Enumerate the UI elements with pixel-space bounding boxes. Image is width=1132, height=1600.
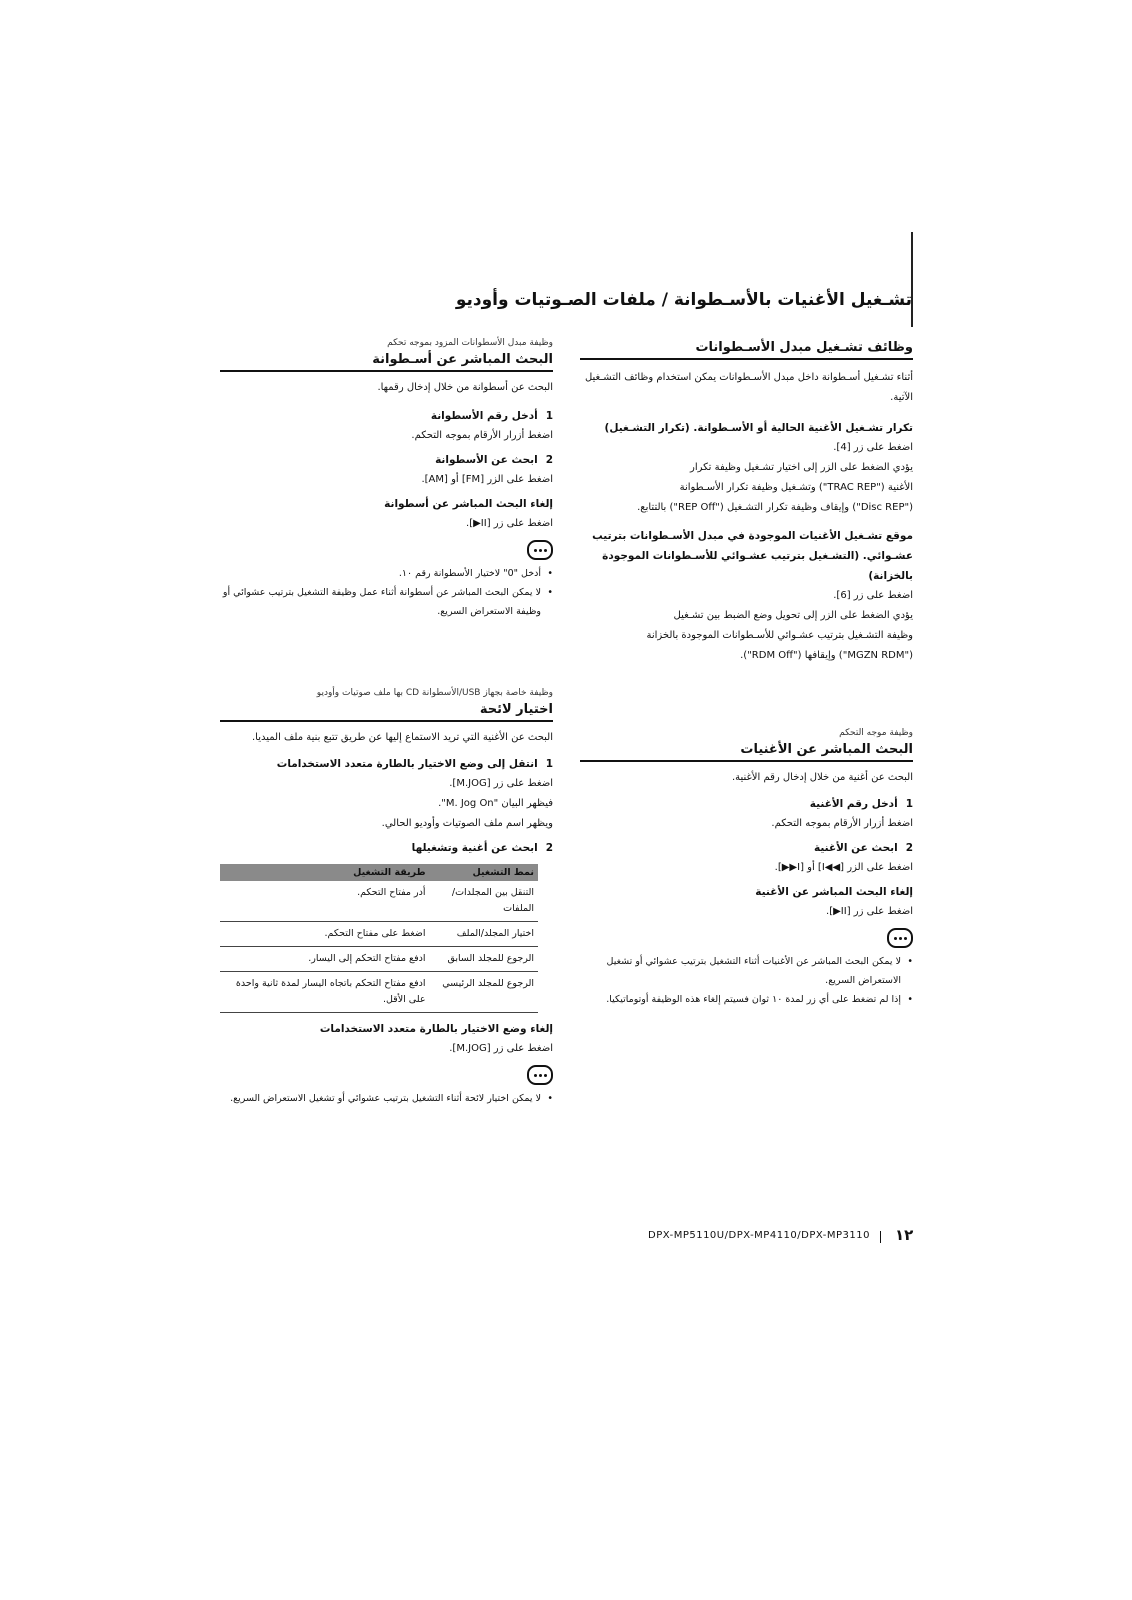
disc-step1-line: اضغط أزرار الأرقام بموجه التحكم. — [411, 430, 553, 441]
track-cancel-line: اضغط على زر [II▶]. — [826, 906, 913, 917]
track-note-1: • لا يمكن البحث المباشر عن الأغنيات أثناء التشغيل بترتيب عشوائي أو تشغيل الاستعراض السريع. — [580, 952, 913, 990]
list-cancel-line: اضغط على زر [M.JOG]. — [449, 1043, 553, 1054]
repeat-title: تكرار تشـغيل الأغنية الحالية أو الأسـطوانة. (تكرار التشـغيل) — [604, 422, 913, 434]
list-step1-line-3: ويظهر اسم ملف الصوتيات وأوديو الحالي. — [381, 818, 553, 829]
note-icon — [887, 928, 913, 948]
note-icon — [527, 1065, 553, 1085]
list-step1-line-2: فيظهر البيان "M. Jog On". — [438, 798, 553, 809]
random-line-3: وظيفة التشـغيل بترتيب عشـوائي للأسـطوانات الموجودة بالخزانة — [646, 630, 913, 641]
track-step1-line: اضغط أزرار الأرقام بموجه التحكم. — [771, 818, 913, 829]
track-step2-title: ابحث عن الأغنية — [814, 842, 898, 854]
changer-functions-section — [580, 336, 913, 666]
operations-table — [220, 864, 538, 1013]
track-note-2: • إذا لم تضغط على أي زر لمدة ١٠ ثوان فسيتم إلغاء هذه الوظيفة أوتوماتيكيا. — [580, 990, 913, 1009]
list-step2-title: ابحث عن أغنية وتشغيلها — [411, 842, 538, 854]
footer-divider — [880, 1231, 881, 1243]
disc-step1-title: أدخل رقم الأسطوانة — [430, 410, 538, 422]
list-step1-title: انتقل إلى وضع الاختيار بالطارة متعدد الاستخدامات — [276, 758, 538, 770]
random-title: موقع تشـغيل الأغنيات الموجودة في مبدل الأسـطوانات بترتيب عشـوائي. (التشـغيل بترتيب عشـوائي للأسـطوانات الموجودة بالخزانة) — [592, 530, 913, 582]
page-title: تشـغيل الأغنيات بالأسـطوانة / ملفات الصـوتيات وأوديو — [455, 290, 912, 310]
repeat-line-3: الأغنية ("TRAC REP") وتشـغيل وظيفة تكرار الأسـطوانة — [679, 482, 913, 493]
list-cancel-title: إلغاء وضع الاختيار بالطارة متعدد الاستخدامات — [319, 1023, 553, 1035]
list-select-heading: اختيار لائحة — [220, 702, 553, 722]
track-search-heading: البحث المباشر عن الأغنيات — [580, 742, 913, 762]
page-number: ١٢ — [895, 1226, 914, 1244]
disc-cancel-title: إلغاء البحث المباشر عن أسطوانة — [384, 498, 553, 510]
title-vertical-rule — [911, 232, 913, 327]
table-row: الرجوع للمجلد الرئيسي ادفع مفتاح التحكم باتجاه اليسار لمدة ثانية واحدة على الأقل. — [220, 972, 538, 1013]
table-row: الرجوع للمجلد السابق ادفع مفتاح التحكم إلى اليسار. — [220, 947, 538, 972]
disc-cancel-line: اضغط على زر [II▶]. — [466, 518, 553, 529]
direct-track-search-section: وظيفة موجه التحكم البحث المباشر عن الأغنيات البحث عن أغنية من خلال إدخال رقم الأغنية. 1أدخل رقم الأغنية اضغط أزرار الأرقام بموجه التحكم. 2ابحث عن الأغنية اضغط على الزر [◀◀I] أو [I▶▶]. إلغاء البحث المباشر عن الأغنية اضغط على زر [II▶]. • لا يمكن البحث المباشر عن الأغنيات أثناء التشغيل بترتيب عشوائي أو تشغيل الاستعراض السريع. • إذا لم تضغط على أي زر لمدة ١٠ ثوان فسيتم إلغاء هذه الوظيفة أوتوماتيكيا. — [580, 728, 913, 1009]
disc-search-intro: البحث عن أسطوانة من خلال إدخال رقمها. — [377, 382, 553, 393]
repeat-line-2: يؤدي الضغط على الزر إلى اختيار تشـغيل وظيفة تكرار — [690, 462, 913, 473]
disc-note-1: • أدخل "0" لاختيار الأسطوانة رقم ١٠. — [220, 564, 553, 583]
repeat-line-1: اضغط على زر [4]. — [833, 442, 913, 453]
table-row: اختيار المجلد/الملف اضغط على مفتاح التحكم. — [220, 922, 538, 947]
list-select-intro: البحث عن الأغنية التي تريد الاستماع إليها عن طريق تتبع بنية ملف الميديا. — [251, 732, 553, 743]
changer-functions-heading: وظائف تشـغيل مبدل الأسـطوانات — [580, 340, 913, 360]
direct-disc-search-section: وظيفة مبدل الأسطوانات المزود بموجه تحكم البحث المباشر عن أسـطوانة البحث عن أسطوانة من خلال إدخال رقمها. 1أدخل رقم الأسطوانة اضغط أزرار الأرقام بموجه التحكم. 2ابحث عن الأسطوانة اضغط على الزر [FM] أو [AM]. إلغاء البحث المباشر عن أسطوانة اضغط على زر [II▶]. • أدخل "0" لاختيار الأسطوانة رقم ١٠. • لا يمكن البحث المباشر عن أسطوانة أثناء عمل وظيفة التشغيل بترتيب عشوائي أو وظيفة الاستعراض السريع. — [220, 338, 553, 621]
table-row: التنقل بين المجلدات/الملفات أدر مفتاح التحكم. — [220, 881, 538, 922]
random-line-2: يؤدي الضغط على الزر إلى تحويل وضع الضبط بين تشـغيل — [673, 610, 913, 621]
random-line-4: ("MGZN RDM") وإيقافها ("RDM Off"). — [740, 650, 913, 661]
track-step2-line: اضغط على الزر [◀◀I] أو [I▶▶]. — [774, 862, 913, 873]
table-header-mode: نمط التشغيل — [430, 864, 538, 881]
list-select-eyebrow: وظيفة خاصة بجهاز USB/الأسطوانة CD بها ملف صوتيات وأوديو — [316, 688, 553, 698]
disc-step2-title: ابحث عن الأسطوانة — [435, 454, 538, 466]
list-step1-line-1: اضغط على زر [M.JOG]. — [449, 778, 553, 789]
track-search-intro: البحث عن أغنية من خلال إدخال رقم الأغنية. — [731, 772, 913, 783]
repeat-line-4: ("Disc REP") وإيقاف وظيفة تكرار التشـغيل ("REP Off") بالتتابع. — [637, 502, 913, 513]
random-line-1: اضغط على زر [6]. — [833, 590, 913, 601]
model-number: DPX-MP5110U/DPX-MP4110/DPX-MP3110 — [648, 1230, 870, 1241]
track-search-eyebrow: وظيفة موجه التحكم — [839, 728, 913, 738]
table-header-method: طريقة التشغيل — [220, 864, 430, 881]
track-step1-title: أدخل رقم الأغنية — [809, 798, 898, 810]
disc-note-2: • لا يمكن البحث المباشر عن أسطوانة أثناء عمل وظيفة التشغيل بترتيب عشوائي أو وظيفة الاستعراض السريع. — [220, 583, 553, 621]
list-select-section: وظيفة خاصة بجهاز USB/الأسطوانة CD بها ملف صوتيات وأوديو اختيار لائحة البحث عن الأغنية التي تريد الاستماع إليها عن طريق تتبع بنية ملف الميديا. 1انتقل إلى وضع الاختيار بالطارة متعدد الاستخدامات اضغط على زر [M.JOG]. فيظهر البيان "M. Jog On". ويظهر اسم ملف الصوتيات وأوديو الحالي. 2ابحث عن أغنية وتشغيلها نمط التشغيل طريقة التشغيل التنقل بين المجلدات/الملفات أدر مفتاح التحكم. اختيار المجلد/الملف اضغط على مفتاح التحكم. الرجوع للمجلد السابق ادفع مفتاح التحكم إلى اليسار. الرجوع للمجلد الرئيسي ادفع مفتاح التحكم باتجاه اليسار لمدة ثانية واحدة على الأقل. إلغاء وضع الاختيار بالطارة متعدد الاستخدامات اضغط على زر [M.JOG]. • لا يمكن اختيار لائحة أثناء التشغيل بترتيب عشوائي أو تشغيل الاستعراض السريع. — [220, 688, 553, 1108]
disc-step2-line: اضغط على الزر [FM] أو [AM]. — [421, 474, 553, 485]
disc-search-eyebrow: وظيفة مبدل الأسطوانات المزود بموجه تحكم — [387, 338, 553, 348]
list-note-1: • لا يمكن اختيار لائحة أثناء التشغيل بترتيب عشوائي أو تشغيل الاستعراض السريع. — [220, 1089, 553, 1108]
disc-search-heading: البحث المباشر عن أسـطوانة — [220, 352, 553, 372]
note-icon — [527, 540, 553, 560]
changer-intro: أثناء تشـغيل أسـطوانة داخل مبدل الأسـطوانات يمكن استخدام وظائف التشـغيل الآتية. — [584, 372, 913, 403]
track-cancel-title: إلغاء البحث المباشر عن الأغنية — [755, 886, 913, 898]
